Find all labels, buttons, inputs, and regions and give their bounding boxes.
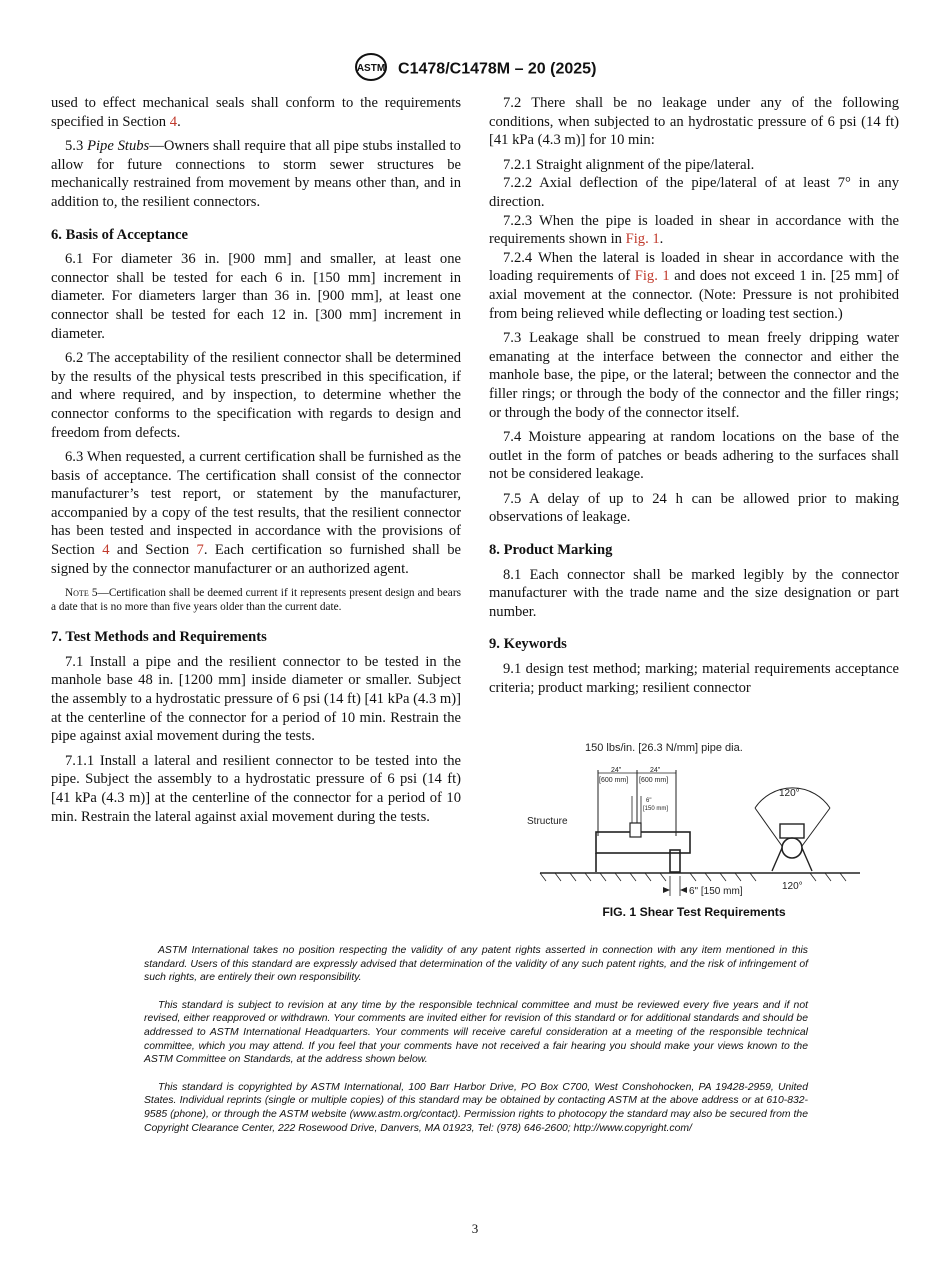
paragraph-continuation: used to effect mechanical seals shall conform to the requirements specified in Section 4. (51, 95, 461, 130)
paragraph-7-2-4: 7.2.4 When the lateral is loaded in shear in accordance with the loading requirements of Fig. 1 and does not exceed 1 in. [25 mm] of axial movement at the connector. (Note: Pressure is not prohibited from being relieved while deflecting or loading test section.) (489, 249, 899, 322)
section-link[interactable]: 4 (102, 542, 110, 559)
paragraph-6-1: 6.1 For diameter 36 in. [900 mm] and smaller, at least one connector shall be tested for each 6 in. [150 mm] increment in diameter. For diameters larger than 36 in. [900 mm], at least one connector shall be tested for each 12 in. [300 mm] increment in diameter. (51, 251, 461, 342)
svg-text:[600 mm]: [600 mm] (639, 777, 669, 784)
paragraph-8-1: 8.1 Each connector shall be marked legibly by the connector manufacturer with the trade name and the size designation or part number. (489, 566, 899, 620)
svg-text:[600 mm]: [600 mm] (599, 777, 629, 784)
note-5: Note 5—Certification shall be deemed current if it represents present design and bears a date that is no more than five years older than the current date. (51, 587, 461, 614)
paragraph-7-1: 7.1 Install a pipe and the resilient connector to be tested in the manhole base 48 in. [1200 mm] inside diameter or smaller. Subject the assembly to a hydrostatic pressure of 6 psi (14 ft) [41 kPa (4.3 m)] at the centerline of the connector for a period of 10 min. Restrain the pipe against axial movement during the tests. (51, 653, 461, 745)
right-column (489, 94, 899, 703)
figure-1-diagram (510, 736, 880, 926)
paragraph-7-1-1: 7.1.1 Install a lateral and resilient connector to be tested into the pipe. Subject the assembly to a hydrostatic pressure of 6 psi (14 ft) [41 kPa (4.3 m)] at the centerline of the connector for a period of 10 min. Restrain the lateral against axial movement during the tests. (51, 752, 461, 825)
left-column (51, 94, 461, 832)
svg-text:24": 24" (650, 767, 661, 774)
paragraph-7-2: 7.2 There shall be no leakage under any of the following conditions, when subjected to an hydrostatic pressure of 6 psi (14 ft) [41 kPa (4.3 m)] for 10 min: (489, 95, 899, 149)
paragraph-7-5: 7.5 A delay of up to 24 h can be allowed prior to making observations of leakage. (489, 490, 899, 526)
svg-text:6": 6" (646, 798, 652, 804)
load-label: 150 lbs/in. [26.3 N/mm] pipe dia. (585, 742, 743, 754)
svg-text:[150 mm]: [150 mm] (643, 806, 669, 812)
paragraph-9-1: 9.1 design test method; marking; material requirements acceptance criteria; product marking; resilient connector (489, 661, 899, 696)
svg-text:24": 24" (611, 767, 622, 774)
angle-top-label: 120° (779, 788, 800, 799)
astm-logo-icon (354, 52, 388, 87)
paragraph-7-4: 7.4 Moisture appearing at random locations on the base of the outlet in the form of patches or beads adhering to the surfaces shall not be considered leakage. (489, 429, 899, 483)
paragraph-7-2-2: 7.2.2 Axial deflection of the pipe/lateral of at least 7° in any direction. (489, 175, 899, 210)
section-heading-9: 9. Keywords (489, 636, 567, 653)
page-footer-notice (144, 944, 808, 1149)
page-header (0, 52, 950, 87)
section-heading-8: 8. Product Marking (489, 542, 613, 559)
structure-label: Structure (527, 816, 568, 827)
bottom-dim-label: 6" [150 mm] (689, 886, 743, 897)
section-link[interactable]: 7 (196, 542, 204, 559)
revision-notice: This standard is subject to revision at any time by the responsible technical committee and must be reviewed every five years and if not revised, either reapproved or withdrawn. Your comments are invited either for revision of this standard or for additional standards and should be addressed to ASTM International Headquarters. Your comments will receive careful consideration at a meeting of the responsible technical committee, which you may attend. If you feel that your comments have not received a fair hearing you should make your views known to the ASTM Committee on Standards, at the address shown below. (144, 999, 808, 1066)
section-heading-6: 6. Basis of Acceptance (51, 226, 189, 243)
figure-link[interactable]: Fig. 1 (625, 231, 660, 248)
section-heading-7: 7. Test Methods and Requirements (51, 629, 267, 646)
angle-bottom-label: 120° (782, 881, 803, 892)
section-link[interactable]: 4 (169, 113, 178, 130)
standard-designation: C1478/C1478M – 20 (2025) (398, 60, 597, 78)
paragraph-5-3: 5.3 Pipe Stubs—Owners shall require that all pipe stubs installed to allow for future connections to storm sewer structures be mechanically restrained from movement by means other than, and in addition to, the resilient connectors. (51, 138, 461, 210)
paragraph-7-2-3: 7.2.3 When the pipe is loaded in shear in accordance with the requirements shown in Fig. 1. (489, 212, 899, 248)
paragraph-6-3: 6.3 When requested, a current certification shall be furnished as the basis of acceptance. The certification shall consist of the connector manufacturer’s test report, or statement by the manufacturer, accompanied by a copy of the test results, that the resilient connector has been tested and inspected in accordance with the provisions of Section 4 and Section 7. Each certification so furnished shall be signed by the connector manufacturer or an authorized agent. (51, 449, 461, 577)
figure-caption: FIG. 1 Shear Test Requirements (602, 905, 786, 919)
page-number: 3 (471, 1221, 479, 1236)
paragraph-7-2-1: 7.2.1 Straight alignment of the pipe/lateral. (503, 156, 755, 173)
svg-text:ASTM: ASTM (356, 63, 385, 74)
figure-link[interactable]: Fig. 1 (634, 268, 670, 285)
paragraph-7-3: 7.3 Leakage shall be construed to mean freely dripping water emanating at the interface between the connector and either the manhole base, the pipe, or the lateral; between the connector and the filler rings; or through the body of the connector and the filler rings; or through the body of the connector itself. (489, 330, 899, 421)
patent-notice: ASTM International takes no position respecting the validity of any patent rights asserted in connection with any item mentioned in this standard. Users of this standard are expressly advised that determination of the validity of any such patent rights, and the risk of infringement of such rights, are entirely their own responsibility. (144, 945, 808, 984)
copyright-notice: This standard is copyrighted by ASTM International, 100 Barr Harbor Drive, PO Box C700, West Conshohocken, PA 19428-2959, United States. Individual reprints (single or multiple copies) of this standard may be obtained by contacting ASTM at the above address or at 610-832-9585 (phone), or through the ASTM website (www.astm.org/contact). Permission rights to photocopy the standard may also be secured from the Copyright Clearance Center, 222 Rosewood Drive, Danvers, MA 01923, Tel: (978) 646-2600; http://www.copyright.com/ (144, 1081, 808, 1134)
paragraph-6-2: 6.2 The acceptability of the resilient connector shall be determined by the results of the physical tests prescribed in this specification, if and where required, and by inspection, to determine whether the connector conforms to the specification with regards to design and freedom from defects. (51, 350, 461, 441)
